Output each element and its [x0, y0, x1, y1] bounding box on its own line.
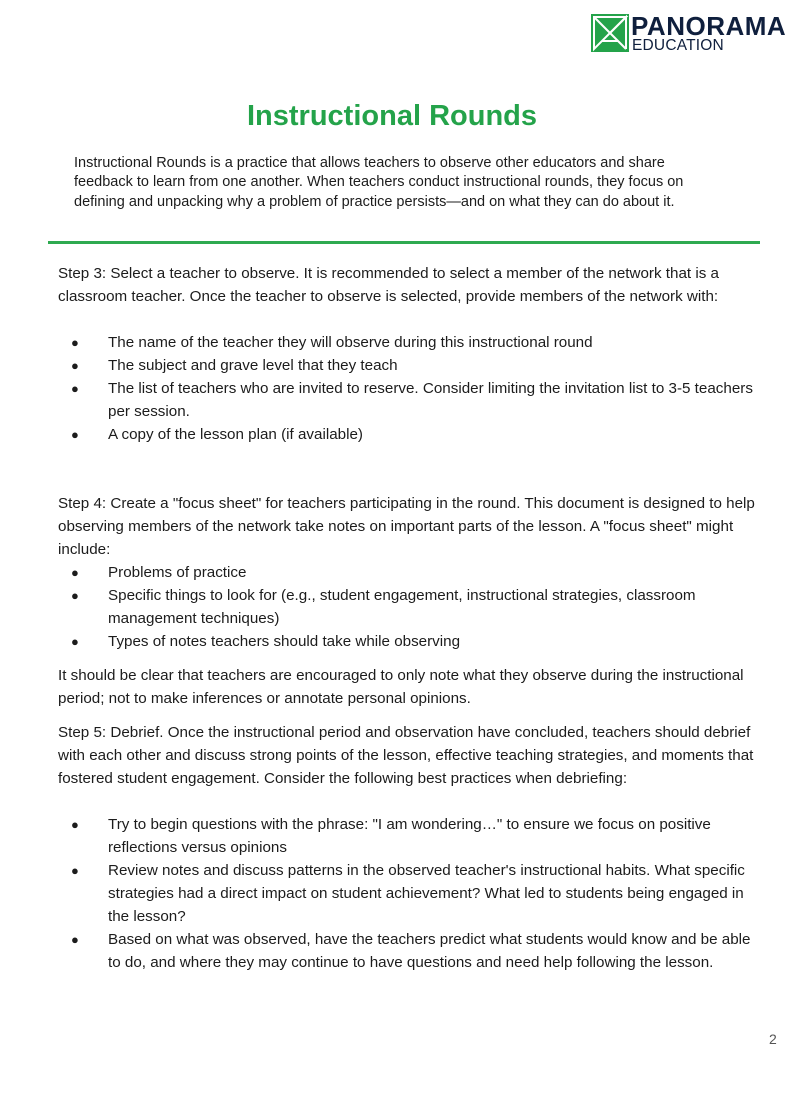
step-5-paragraph: Step 5: Debrief. Once the instructional period and observation have concluded, teachers should debrief with each other and discuss strong points of the lesson, effective teaching strategies, and moments that fostered student engagement. Consider the following best practices when debriefing: — [58, 724, 754, 787]
logo-wordmark-panorama: PANORAMA — [631, 11, 787, 41]
list-item: ● The list of teachers who are invited to reserve. Consider limiting the invitation list to 3-5 teachers per session. — [58, 377, 758, 423]
logo-wordmark-education: EDUCATION — [632, 37, 724, 54]
list-item: ● Types of notes teachers should take while observing — [58, 630, 758, 653]
page-number: 2 — [769, 1031, 777, 1047]
list-item: ● A copy of the lesson plan (if available) — [58, 423, 758, 446]
bullet-icon: ● — [71, 358, 79, 373]
list-item: ● Problems of practice — [58, 561, 758, 584]
list-item: ● The name of the teacher they will observe during this instructional round — [58, 331, 758, 354]
intro-paragraph: Instructional Rounds is a practice that allows teachers to observe other educators and share feedback to learn from one another. When teachers conduct instructional rounds, they focus on defining and unpacking why a problem of practice persists—and on what they can do about it. — [74, 155, 684, 210]
bullet-icon: ● — [71, 335, 79, 350]
bullet-icon: ● — [71, 932, 79, 947]
step-4-note: It should be clear that teachers are encouraged to only note what they observe during the instructional period; not to make inferences or annotate personal opinions. — [58, 667, 744, 707]
list-item: ● Specific things to look for (e.g., student engagement, instructional strategies, classroom management techniques) — [58, 584, 758, 630]
bullet-icon: ● — [71, 634, 79, 649]
step-4-paragraph: Step 4: Create a "focus sheet" for teachers participating in the round. This document is designed to help observing members of the network take notes on important parts of the lesson. A "focus sheet" might include: — [58, 495, 755, 558]
list-item: ● Based on what was observed, have the teachers predict what students would know and be able to do, and where they may continue to have questions and need help following the lesson. — [58, 928, 758, 974]
step-3-paragraph: Step 3: Select a teacher to observe. It is recommended to select a member of the network that is a classroom teacher. Once the teacher to observe is selected, provide members of the network with: — [58, 265, 719, 305]
document-body — [58, 262, 758, 974]
bullet-icon: ● — [71, 863, 79, 878]
bullet-icon: ● — [71, 427, 79, 442]
bullet-icon: ● — [71, 817, 79, 832]
step-5-list — [58, 813, 758, 974]
list-item: ● Try to begin questions with the phrase: "I am wondering…" to ensure we focus on positive reflections versus opinions — [58, 813, 758, 859]
step-3-list — [58, 331, 758, 446]
list-item: ● Review notes and discuss patterns in the observed teacher's instructional habits. What specific strategies had a direct impact on student achievement? What led to students being engaged in the lesson? — [58, 859, 758, 928]
list-item: ● The subject and grave level that they teach — [58, 354, 758, 377]
section-divider — [48, 241, 760, 244]
panorama-education-logo — [591, 12, 791, 54]
bullet-icon: ● — [71, 565, 79, 580]
page-title: Instructional Rounds — [247, 100, 537, 132]
bullet-icon: ● — [71, 588, 79, 603]
panorama-logo-icon — [591, 14, 629, 52]
step-4-list — [58, 561, 758, 653]
bullet-icon: ● — [71, 381, 79, 396]
